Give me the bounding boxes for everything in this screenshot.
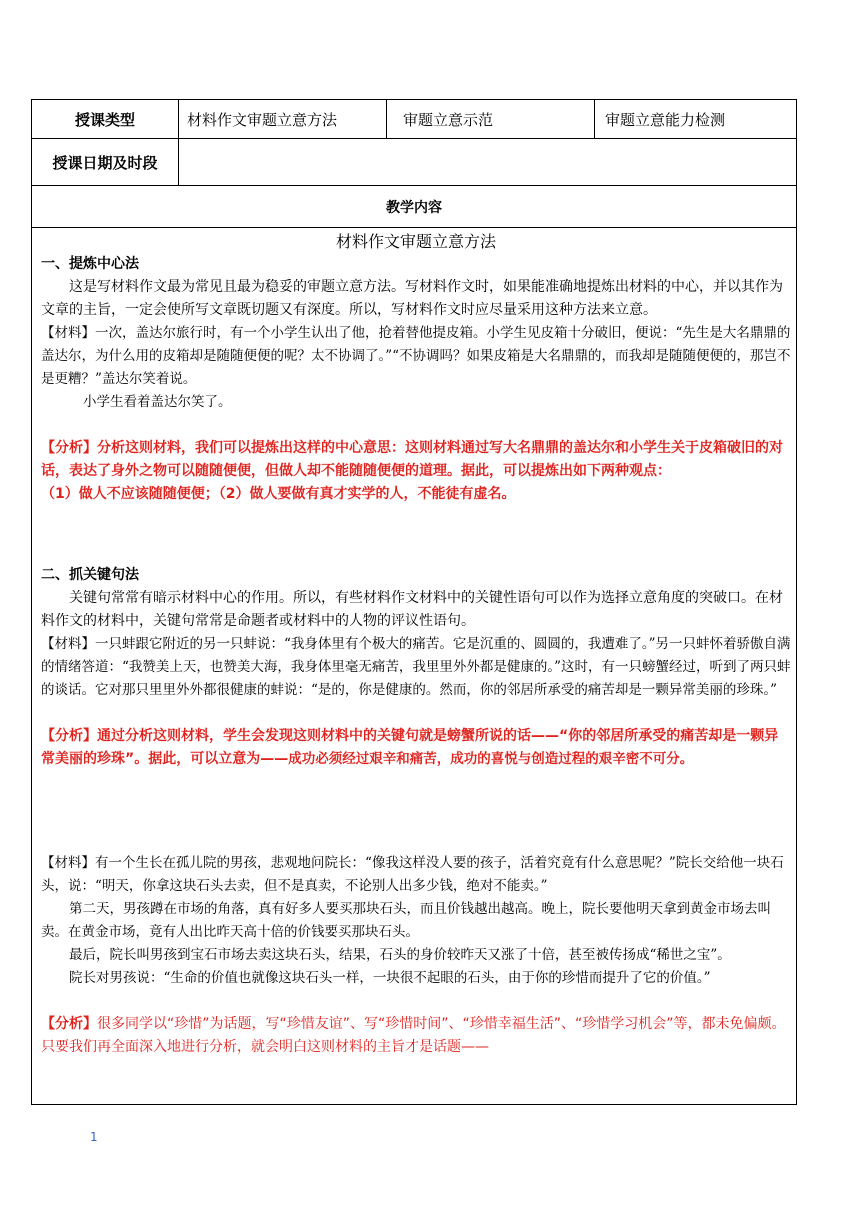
course-type-value: 材料作文审题立意方法	[179, 100, 387, 138]
section1-intro: 这是写材料作文最为常见且最为稳妥的审题立意方法。写材料作文时，如果能准确地提炼出材料的中心，并以其作为文章的主旨，一定会使所写文章既切题又有深度。所以，写材料作文时应尽量采用这种方法来立意。	[41, 279, 783, 318]
section1-analysis: 【分析】分析这则材料，我们可以提炼出这样的中心意思：这则材料通过写大名鼎鼎的盖达尔和小学生关于皮箱破旧的对话，表达了身外之物可以随随便便，但做人却不能随随便便的道理。据此，可以提炼出如下两种观点：	[41, 440, 783, 479]
section1-points: （1）做人不应该随随便便；（2）做人要做有真才实学的人，不能徒有虚名。	[41, 486, 516, 502]
date-value	[179, 139, 798, 185]
section2-heading: 二、抓关键句法	[41, 567, 139, 583]
analysis-tag: 【分析】	[41, 440, 97, 456]
date-row	[32, 139, 796, 186]
section3-p4: 院长对男孩说：“生命的价值也就像这块石头一样，一块很不起眼的石头，由于你的珍惜而提升了它的价值。”	[69, 970, 711, 986]
analysis-tag: 【分析】	[41, 1016, 97, 1032]
course-type-label: 授课类型	[32, 100, 179, 138]
page-number: 1	[90, 1130, 98, 1144]
section3-p2: 第二天，男孩蹲在市场的角落，真有好多人要买那块石头，而且价钱越出越高。晚上，院长要他明天拿到黄金市场去叫卖。在黄金市场，竟有人出比昨天高十倍的价钱要买那块石头。	[41, 901, 771, 940]
lesson-table	[31, 99, 797, 1105]
section3-material: 【材料】有一个生长在孤儿院的男孩，悲观地问院长：“像我这样没人要的孩子，活着究竟有什么意思呢？”院长交给他一块石头，说：“明天，你拿这块石头去卖，但不是真卖，不论别人出多少钱，绝对不能卖。”	[41, 855, 784, 894]
section2-intro: 关键句常常有暗示材料中心的作用。所以，有些材料作文材料中的关键性语句可以作为选择立意角度的突破口。在材料作文的材料中，关键句常常是命题者或材料中的人物的评议性语句。	[41, 590, 783, 629]
section2-material: 【材料】一只蚌跟它附近的另一只蚌说：“我身体里有个极大的痛苦。它是沉重的、圆圆的，我遭难了。”另一只蚌怀着骄傲自满的情绪答道：“我赞美上天，也赞美大海，我身体里毫无痛苦，我里里外外都是健康的。”这时，有一只螃蟹经过，听到了两只蚌的谈话。它对那只里里外外都很健康的蚌说：“是的，你是健康的。然而，你的邻居所承受的痛苦却是一颗异常美丽的珍珠。”	[41, 636, 791, 698]
content-title: 材料作文审题立意方法	[335, 232, 496, 251]
material-tag: 【材料】	[41, 636, 95, 652]
section1-heading: 一、提炼中心法	[41, 256, 139, 272]
section-row	[32, 186, 796, 228]
section1-material-p2: 小学生看着盖达尔笑了。	[83, 394, 232, 410]
section1-material: 【材料】一次，盖达尔旅行时，有一个小学生认出了他，抢着替他提皮箱。小学生见皮箱十分破旧，便说：“先生是大名鼎鼎的盖达尔，为什么用的皮箱却是随随便便的呢？太不协调了。”“不协调吗？如果皮箱是大名鼎鼎的，而我却是随随便便的，那岂不是更糟？”盖达尔笑着说。	[41, 325, 791, 387]
section2-analysis: 【分析】通过分析这则材料，学生会发现这则材料中的关键句就是螃蟹所说的话——“你的邻居所承受的痛苦却是一颗异常美丽的珍珠”。据此，可以立意为——成功必须经过艰辛和痛苦，成功的喜悦与创造过程的艰辛密不可分。	[41, 728, 779, 767]
date-label: 授课日期及时段	[32, 139, 179, 185]
analysis-tag: 【分析】	[41, 728, 97, 744]
demo-cell: 审题立意示范	[387, 100, 595, 138]
material-tag: 【材料】	[41, 855, 95, 871]
section3-p3: 最后，院长叫男孩到宝石市场去卖这块石头，结果，石头的身价较昨天又涨了十倍，甚至被传扬成“稀世之宝”。	[69, 947, 731, 963]
material-tag: 【材料】	[41, 325, 95, 341]
section-label: 教学内容	[386, 199, 442, 216]
section3-analysis: 【分析】很多同学以“珍惜”为话题，写“珍惜友谊”、写“珍惜时间”、“珍惜幸福生活”、“珍惜学习机会”等，都未免偏颇。只要我们再全面深入地进行分析，就会明白这则材料的主旨才是话题——	[41, 1016, 786, 1055]
header-row	[32, 100, 796, 139]
test-cell: 审题立意能力检测	[605, 110, 726, 129]
teaching-content	[41, 230, 791, 1059]
